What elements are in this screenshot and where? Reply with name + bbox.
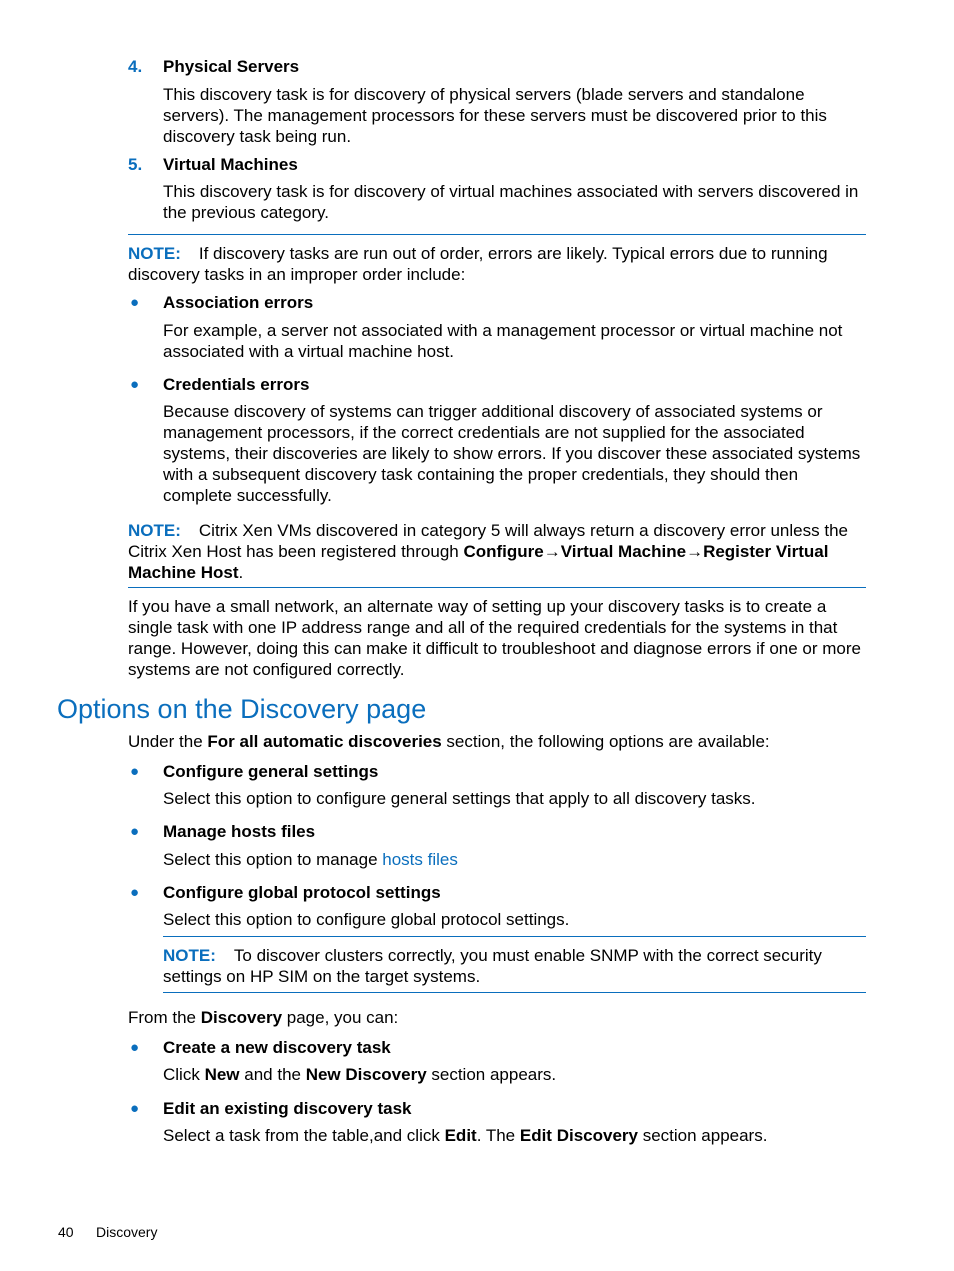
action-bold: New [204, 1065, 240, 1084]
bullet-icon: ● [130, 294, 140, 311]
action-text-part: and the [239, 1065, 306, 1084]
bullet-icon: ● [130, 376, 140, 393]
option-title: Manage hosts files [163, 822, 316, 841]
note-label: NOTE: [128, 244, 181, 263]
note-paragraph [128, 243, 868, 285]
hosts-files-link[interactable]: hosts files [382, 850, 458, 869]
bullet-title: Association errors [163, 293, 314, 312]
option-text: Select this option to configure general settings that apply to all discovery tasks. [163, 789, 756, 808]
option-text-part: Select this option to manage [163, 850, 383, 869]
body-paragraph: If you have a small network, an alternate way of setting up your discovery tasks is to create a single task with one IP address range and all of the required credentials for the systems in that range. However, doing this can make it difficult to troubleshoot and diagnose errors if one or more systems are not configured correctly. [128, 597, 861, 679]
option-title: Configure general settings [163, 762, 379, 781]
note-label: NOTE: [128, 521, 181, 540]
footer-section: Discovery [96, 1224, 158, 1240]
note-text: If discovery tasks are run out of order, errors are likely. Typical errors due to running discovery tasks in an improper order include: [128, 244, 828, 284]
from-bold: Discovery [200, 1008, 283, 1027]
option-title: Configure global protocol settings [163, 883, 441, 902]
action-text-part: . The [476, 1126, 520, 1145]
list-item-text: This discovery task is for discovery of physical servers (blade servers and standalone servers). The management processors for these servers must be discovered prior to this discovery task being run. [163, 85, 827, 146]
intro-paragraph [128, 731, 870, 752]
list-item-text: This discovery task is for discovery of virtual machines associated with servers discovered in the previous category. [163, 182, 859, 222]
action-title: Edit an existing discovery task [163, 1099, 412, 1118]
option-text [163, 849, 869, 870]
note-label: NOTE: [163, 946, 216, 965]
note-top-rule [163, 936, 866, 937]
page-number: 40 [58, 1224, 74, 1240]
note-text-end: . [238, 563, 244, 582]
note-bottom-rule [163, 992, 866, 993]
list-item-title: Physical Servers [163, 57, 300, 76]
action-text [163, 1064, 869, 1085]
intro-text: Under the [128, 732, 208, 751]
bullet-text: Because discovery of systems can trigger additional discovery of associated systems or management processors, if the correct credentials are not supplied for the associated systems, their discoveries are likely to show errors. If you discover these associated systems with a subsequent discovery task containing the proper credentials, they should then complete successfully. [163, 402, 861, 505]
bullet-icon: ● [130, 1039, 140, 1056]
action-bold: New Discovery [305, 1065, 427, 1084]
intro-text-end: section, the following options are available: [441, 732, 770, 751]
action-text-part: Select a task from the table,and click [163, 1126, 445, 1145]
action-title: Create a new discovery task [163, 1038, 391, 1057]
bullet-title: Credentials errors [163, 375, 310, 394]
note-paragraph [163, 945, 869, 987]
bullet-icon: ● [130, 823, 140, 840]
bullet-icon: ● [130, 763, 140, 780]
bullet-icon: ● [130, 1100, 140, 1117]
bullet-text: For example, a server not associated with a management processor or virtual machine not associated with a virtual machine host. [163, 321, 843, 361]
action-text-part: section appears. [637, 1126, 768, 1145]
list-number: 4. [128, 57, 143, 76]
from-text-end: page, you can: [282, 1008, 399, 1027]
action-text-part: section appears. [426, 1065, 557, 1084]
intro-bold: For all automatic discoveries [207, 732, 442, 751]
action-bold: Edit Discovery [519, 1126, 638, 1145]
note-bottom-rule [128, 587, 866, 588]
list-number: 5. [128, 155, 143, 174]
section-title: Options on the Discovery page [57, 694, 427, 724]
option-text: Select this option to configure global protocol settings. [163, 910, 570, 929]
note-text: Citrix Xen VMs discovered in category 5 will always return a discovery error unless the Citrix Xen Host has been registered through [128, 521, 848, 561]
from-text: From the [128, 1008, 201, 1027]
action-text-part: Click [163, 1065, 205, 1084]
list-item-title: Virtual Machines [163, 155, 298, 174]
bullet-icon: ● [130, 884, 140, 901]
action-bold: Edit [444, 1126, 477, 1145]
menu-path: Configure→Virtual Machine→Register Virtual Machine Host [128, 542, 829, 582]
from-paragraph [128, 1007, 870, 1028]
action-text [163, 1125, 869, 1146]
note-top-rule [128, 234, 866, 235]
note-paragraph [128, 520, 870, 583]
note-text: To discover clusters correctly, you must enable SNMP with the correct security settings on HP SIM on the target systems. [163, 946, 822, 986]
